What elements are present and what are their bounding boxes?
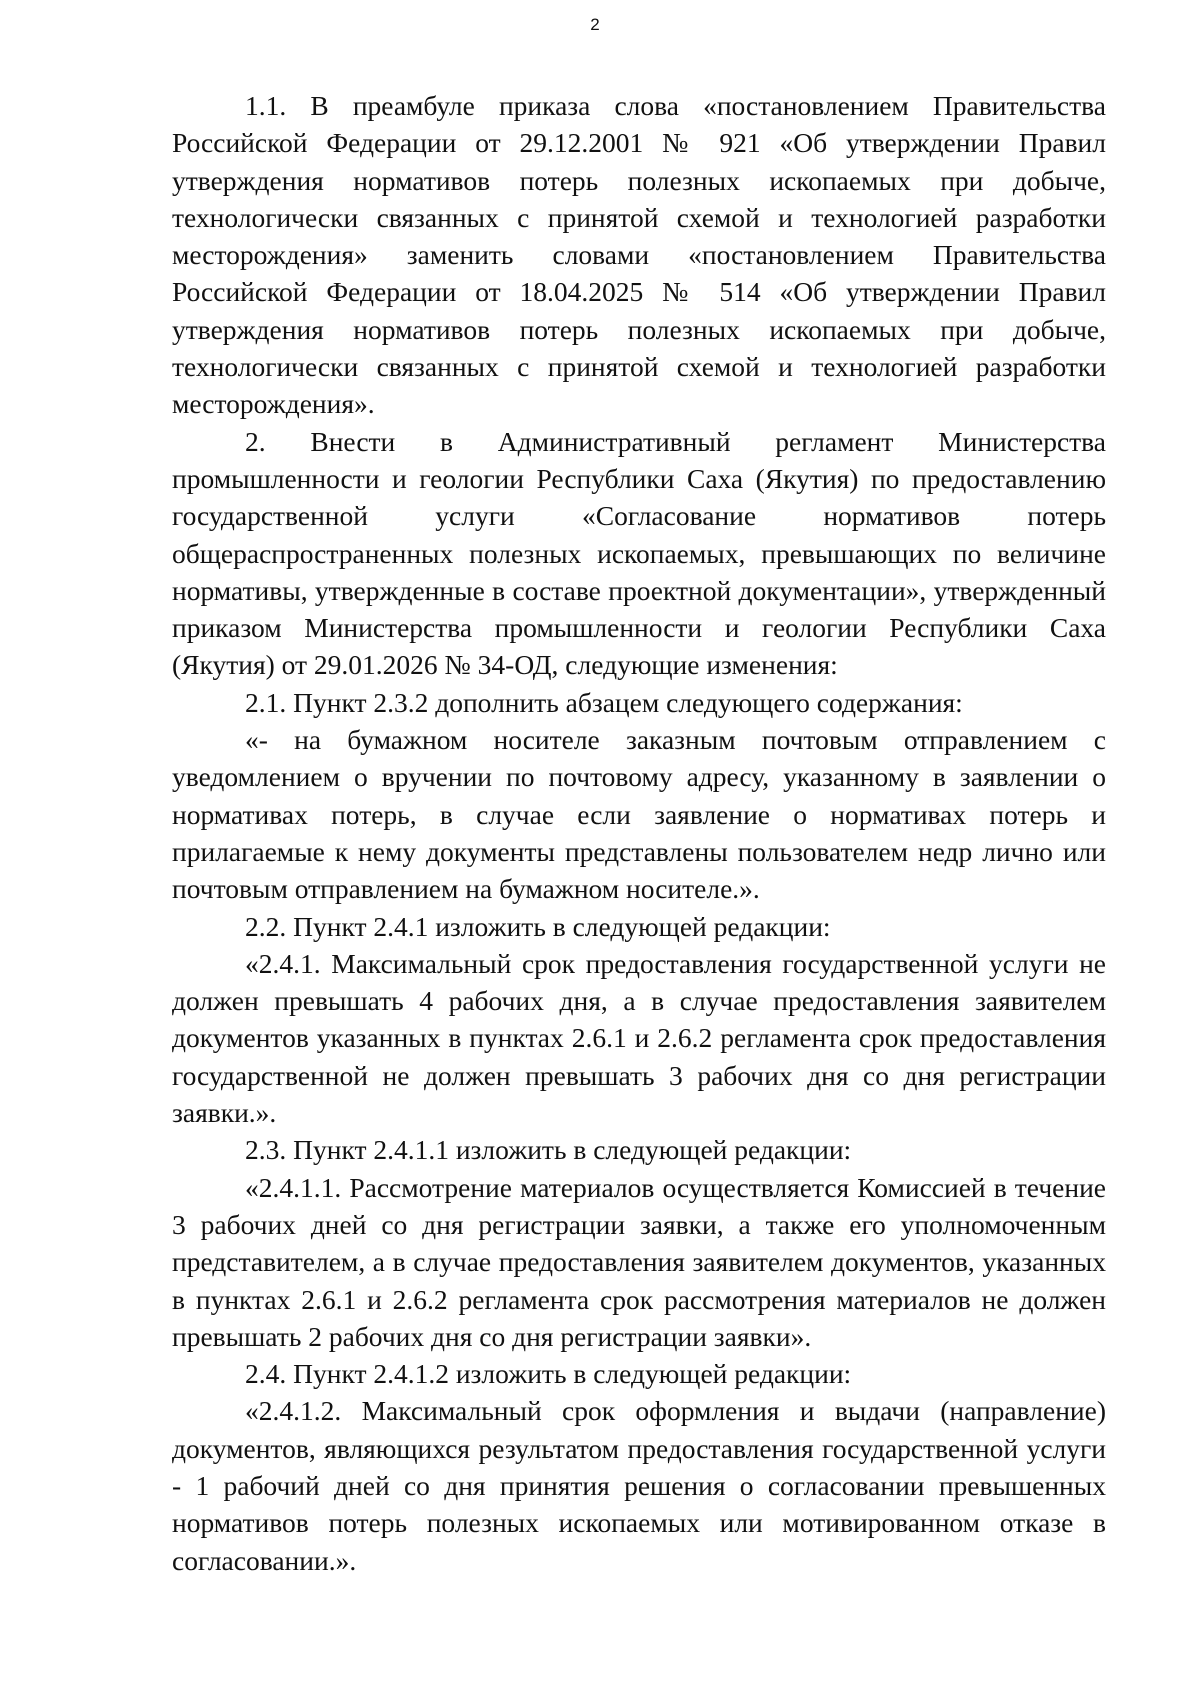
- paragraph-2-4: 2.4. Пункт 2.4.1.2 изложить в следующей редакции:: [245, 1358, 852, 1390]
- paragraph-1-1: 1.1. В преамбуле приказа слова «постановлением Правительства Российской Федерации от 29.12.2001 № 921 «Об утверждении Правил утверждения нормативов потерь полезных ископаемых при добыче, технологически связанных с принятой схемой и технологией разработки месторождения» заменить словами «постановлением Правительства Российской Федерации от 18.04.2025 № 514 «Об утверждении Правил утверждения нормативов потерь полезных ископаемых при добыче, технологически связанных с принятой схемой и технологией разработки месторождения».: [172, 90, 1106, 420]
- paragraph-2-3-quote: «2.4.1.1. Рассмотрение материалов осуществляется Комиссией в течение 3 рабочих дней со дня регистрации заявки, а также его уполномоченным представителем, а в случае предоставления заявителем документов, указанных в пунктах 2.6.1 и 2.6.2 регламента срок рассмотрения материалов не должен превышать 2 рабочих дня со дня регистрации заявки».: [172, 1171, 1106, 1352]
- paragraph-2-4-quote: «2.4.1.2. Максимальный срок оформления и выдачи (направление) документов, являющихся результатом предоставления государственной услуги - 1 рабочий дней со дня принятия решения о согласовании превышенных нормативов потерь полезных ископаемых или мотивированном отказе в согласовании.».: [172, 1395, 1106, 1576]
- paragraph-2-1-quote: «- на бумажном носителе заказным почтовым отправлением с уведомлением о вручении по почтовому адресу, указанному в заявлении о нормативах потерь, в случае если заявление о нормативах потерь и прилагаемые к нему документы представлены пользователем недр лично или почтовым отправлением на бумажном носителе.».: [172, 724, 1106, 905]
- paragraph-2-1: 2.1. Пункт 2.3.2 дополнить абзацем следующего содержания:: [245, 686, 963, 718]
- paragraph-2-2-quote: «2.4.1. Максимальный срок предоставления государственной услуги не должен превышать 4 рабочих дня, а в случае предоставления заявителем документов указанных в пунктах 2.6.1 и 2.6.2 регламента срок предоставления государственной не должен превышать 3 рабочих дня со дня регистрации заявки.».: [172, 947, 1106, 1129]
- paragraph-2-2: 2.2. Пункт 2.4.1 изложить в следующей редакции:: [245, 910, 831, 942]
- page-number: 2: [590, 15, 600, 34]
- paragraph-2-3: 2.3. Пункт 2.4.1.1 изложить в следующей редакции:: [245, 1134, 852, 1166]
- paragraph-2: 2. Внести в Административный регламент Министерства промышленности и геологии Республики Саха (Якутия) по предоставлению государственной услуги «Согласование нормативов потерь общераспространенных полезных ископаемых, превышающих по величине нормативы, утвержденные в составе проектной документации», утвержденный приказом Министерства промышленности и геологии Республики Саха (Якутия) от 29.01.2026 № 34-ОД, следующие изменения:: [172, 425, 1106, 681]
- document-body: [172, 87, 1106, 1579]
